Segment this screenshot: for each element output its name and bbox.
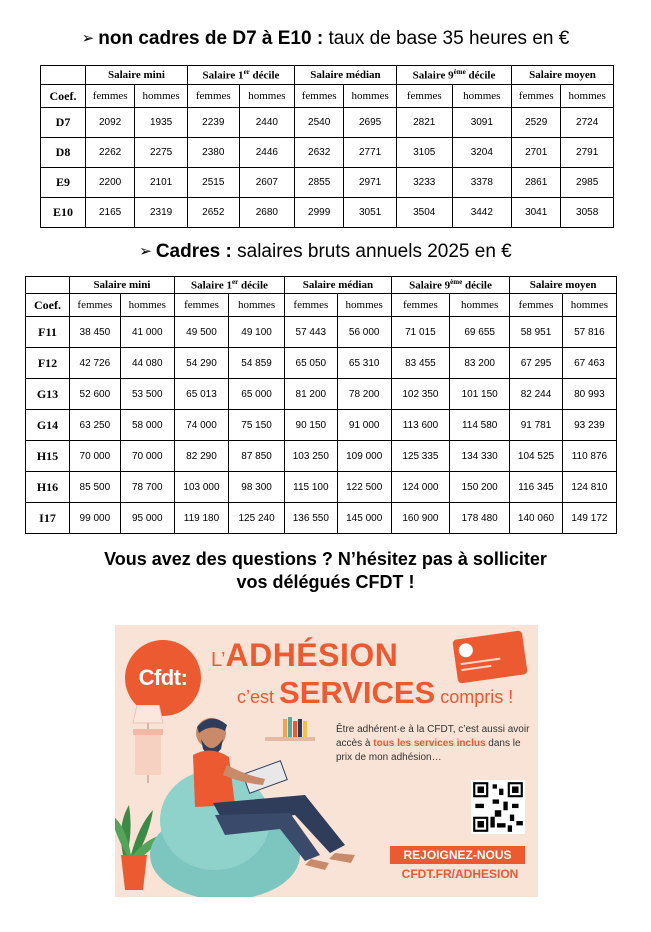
salary-cell: 65 310 [337,348,391,379]
salary-cell: 134 330 [450,441,510,472]
salary-cell: 99 000 [70,503,121,534]
salary-cell: 149 172 [562,503,616,534]
salary-cell: 3105 [396,138,452,168]
table-row [26,317,617,348]
salary-cell: 87 850 [229,441,285,472]
hommes-header: hommes [337,294,391,317]
column-group-header: Salaire médian [285,277,392,294]
adhesion-prefix: L’ [211,649,226,671]
salary-cell: 2985 [561,168,614,198]
salary-cell: 65 013 [174,379,228,410]
salary-cell: 136 550 [285,503,338,534]
section1-title [0,28,651,50]
salary-cell: 83 200 [450,348,510,379]
hommes-header: hommes [562,294,616,317]
salary-cell: 2275 [135,138,188,168]
adhesion-banner[interactable] [115,625,538,897]
salary-cell: 80 993 [562,379,616,410]
hommes-header: hommes [135,85,188,108]
salary-cell: 57 816 [562,317,616,348]
coef-cell: E10 [41,198,86,228]
salary-cell: 2165 [86,198,135,228]
services-prefix: c’est [237,687,280,707]
salary-cell: 3378 [452,168,511,198]
salary-cell: 85 500 [70,472,121,503]
salary-cell: 65 000 [229,379,285,410]
salary-cell: 42 726 [70,348,121,379]
salary-cell: 3058 [561,198,614,228]
coef-cell: D7 [41,108,86,138]
salary-cell: 2971 [344,168,397,198]
table-row [41,198,614,228]
arrow-bullet-icon: ➢ [81,30,95,47]
salary-cell: 160 900 [391,503,449,534]
adhesion-headline [211,637,398,674]
coef-header: Coef. [41,85,86,108]
salary-cell: 82 244 [510,379,563,410]
adhesion-link[interactable]: CFDT.FR/ADHESION [401,867,519,881]
questions-line1: Vous avez des questions ? N’hésitez pas à solliciter [104,549,547,569]
table-row [26,348,617,379]
salary-cell: 2771 [344,138,397,168]
corner-cell [26,277,70,294]
coef-cell: H15 [26,441,70,472]
salary-cell: 2540 [295,108,344,138]
salary-cell: 78 700 [120,472,174,503]
salary-cell: 67 295 [510,348,563,379]
salary-cell: 119 180 [174,503,228,534]
salary-cell: 95 000 [120,503,174,534]
qr-code-icon[interactable] [471,780,525,834]
coef-cell: D8 [41,138,86,168]
salary-cell: 67 463 [562,348,616,379]
column-group-header: Salaire mini [70,277,175,294]
salary-cell: 3041 [512,198,561,228]
cadres-salary-table [25,276,617,534]
banner-text-highlight: tous les services inclus [373,738,486,749]
adhesion-word: ADHÉSION [225,637,399,673]
salary-cell: 74 000 [174,410,228,441]
salary-cell: 93 239 [562,410,616,441]
salary-cell: 2701 [512,138,561,168]
salary-cell: 2821 [396,108,452,138]
femmes-header: femmes [295,85,344,108]
femmes-header: femmes [86,85,135,108]
join-button[interactable]: REJOIGNEZ-NOUS [390,846,525,864]
services-suffix: compris ! [435,687,514,707]
hommes-header: hommes [239,85,294,108]
salary-cell: 52 600 [70,379,121,410]
femmes-header: femmes [396,85,452,108]
hommes-header: hommes [450,294,510,317]
salary-cell: 124 000 [391,472,449,503]
salary-cell: 2440 [239,108,294,138]
salary-cell: 125 335 [391,441,449,472]
salary-cell: 2446 [239,138,294,168]
salary-cell: 38 450 [70,317,121,348]
hommes-header: hommes [120,294,174,317]
salary-cell: 2239 [187,108,239,138]
salary-cell: 125 240 [229,503,285,534]
coef-cell: I17 [26,503,70,534]
table-row [26,472,617,503]
salary-cell: 3504 [396,198,452,228]
coef-cell: G14 [26,410,70,441]
salary-cell: 102 350 [391,379,449,410]
hommes-header: hommes [229,294,285,317]
salary-cell: 2380 [187,138,239,168]
salary-cell: 49 100 [229,317,285,348]
salary-cell: 70 000 [120,441,174,472]
salary-cell: 109 000 [337,441,391,472]
salary-cell: 41 000 [120,317,174,348]
salary-cell: 2200 [86,168,135,198]
salary-cell: 78 200 [337,379,391,410]
femmes-header: femmes [391,294,449,317]
section2-title-rest: salaires bruts annuels 2025 en € [237,241,512,262]
section2-title [0,241,651,263]
salary-cell: 2262 [86,138,135,168]
salary-cell: 83 455 [391,348,449,379]
coef-cell: E9 [41,168,86,198]
salary-cell: 58 000 [120,410,174,441]
hommes-header: hommes [561,85,614,108]
reading-person-illustration [115,705,415,897]
salary-cell: 122 500 [337,472,391,503]
salary-cell: 2855 [295,168,344,198]
coef-cell: G13 [26,379,70,410]
salary-cell: 54 859 [229,348,285,379]
salary-cell: 2632 [295,138,344,168]
femmes-header: femmes [510,294,563,317]
cfdt-logo: Cfdt: [125,640,201,716]
column-group-header: Salaire 9ème décile [396,66,511,85]
salary-cell: 2695 [344,108,397,138]
salary-cell: 2680 [239,198,294,228]
salary-cell: 140 060 [510,503,563,534]
salary-cell: 3204 [452,138,511,168]
salary-cell: 58 951 [510,317,563,348]
salary-cell: 71 015 [391,317,449,348]
salary-cell: 69 655 [450,317,510,348]
salary-cell: 2791 [561,138,614,168]
column-group-header: Salaire mini [86,66,188,85]
salary-cell: 75 150 [229,410,285,441]
salary-cell: 2724 [561,108,614,138]
salary-cell: 70 000 [70,441,121,472]
column-group-header: Salaire 9ème décile [391,277,509,294]
salary-cell: 178 480 [450,503,510,534]
salary-cell: 2529 [512,108,561,138]
salary-cell: 56 000 [337,317,391,348]
questions-line2: vos délégués CFDT ! [236,572,415,592]
coef-header: Coef. [26,294,70,317]
salary-cell: 2319 [135,198,188,228]
salary-cell: 2652 [187,198,239,228]
coef-cell: F12 [26,348,70,379]
salary-cell: 82 290 [174,441,228,472]
salary-cell: 114 580 [450,410,510,441]
services-word: SERVICES [279,675,436,710]
column-group-header: Salaire moyen [512,66,614,85]
salary-cell: 150 200 [450,472,510,503]
salary-cell: 2999 [295,198,344,228]
salary-cell: 110 876 [562,441,616,472]
banner-text-b: dans le prix de mon adhésion… [336,738,521,763]
salary-cell: 53 500 [120,379,174,410]
salary-cell: 3233 [396,168,452,198]
table-row [41,108,614,138]
femmes-header: femmes [187,85,239,108]
coef-cell: H16 [26,472,70,503]
femmes-header: femmes [285,294,338,317]
salary-cell: 98 300 [229,472,285,503]
salary-cell: 3051 [344,198,397,228]
salary-cell: 91 000 [337,410,391,441]
femmes-header: femmes [512,85,561,108]
non-cadres-salary-table [40,65,614,228]
section1-title-bold: non cadres de D7 à E10 : [98,28,324,49]
salary-cell: 115 100 [285,472,338,503]
table-row [26,441,617,472]
salary-cell: 65 050 [285,348,338,379]
femmes-header: femmes [70,294,121,317]
salary-cell: 44 080 [120,348,174,379]
column-group-header: Salaire 1er décile [174,277,284,294]
salary-cell: 2861 [512,168,561,198]
salary-cell: 2515 [187,168,239,198]
column-group-header: Salaire médian [295,66,397,85]
hommes-header: hommes [344,85,397,108]
salary-cell: 3091 [452,108,511,138]
membership-card-icon [452,630,527,683]
salary-cell: 116 345 [510,472,563,503]
salary-cell: 63 250 [70,410,121,441]
salary-cell: 91 781 [510,410,563,441]
salary-cell: 57 443 [285,317,338,348]
column-group-header: Salaire moyen [510,277,617,294]
table-row [41,138,614,168]
salary-cell: 101 150 [450,379,510,410]
salary-cell: 145 000 [337,503,391,534]
table-row [26,410,617,441]
coef-cell: F11 [26,317,70,348]
salary-cell: 104 525 [510,441,563,472]
salary-cell: 54 290 [174,348,228,379]
banner-text-a: Être adhérent·e à la CFDT, c’est aussi avoir accès à [336,724,530,749]
salary-cell: 124 810 [562,472,616,503]
salary-cell: 2607 [239,168,294,198]
salary-cell: 113 600 [391,410,449,441]
salary-cell: 81 200 [285,379,338,410]
corner-cell [41,66,86,85]
column-group-header: Salaire 1er décile [187,66,294,85]
arrow-bullet-icon: ➢ [139,243,152,260]
salary-cell: 1935 [135,108,188,138]
questions-callout [0,548,651,594]
section2-title-bold: Cadres : [155,241,232,262]
salary-cell: 3442 [452,198,511,228]
section1-title-rest: taux de base 35 heures en € [328,28,570,49]
table-row [26,379,617,410]
table-row [41,168,614,198]
salary-cell: 90 150 [285,410,338,441]
femmes-header: femmes [174,294,228,317]
salary-cell: 103 000 [174,472,228,503]
table-row [26,503,617,534]
salary-cell: 103 250 [285,441,338,472]
salary-cell: 49 500 [174,317,228,348]
hommes-header: hommes [452,85,511,108]
salary-cell: 2092 [86,108,135,138]
salary-cell: 2101 [135,168,188,198]
